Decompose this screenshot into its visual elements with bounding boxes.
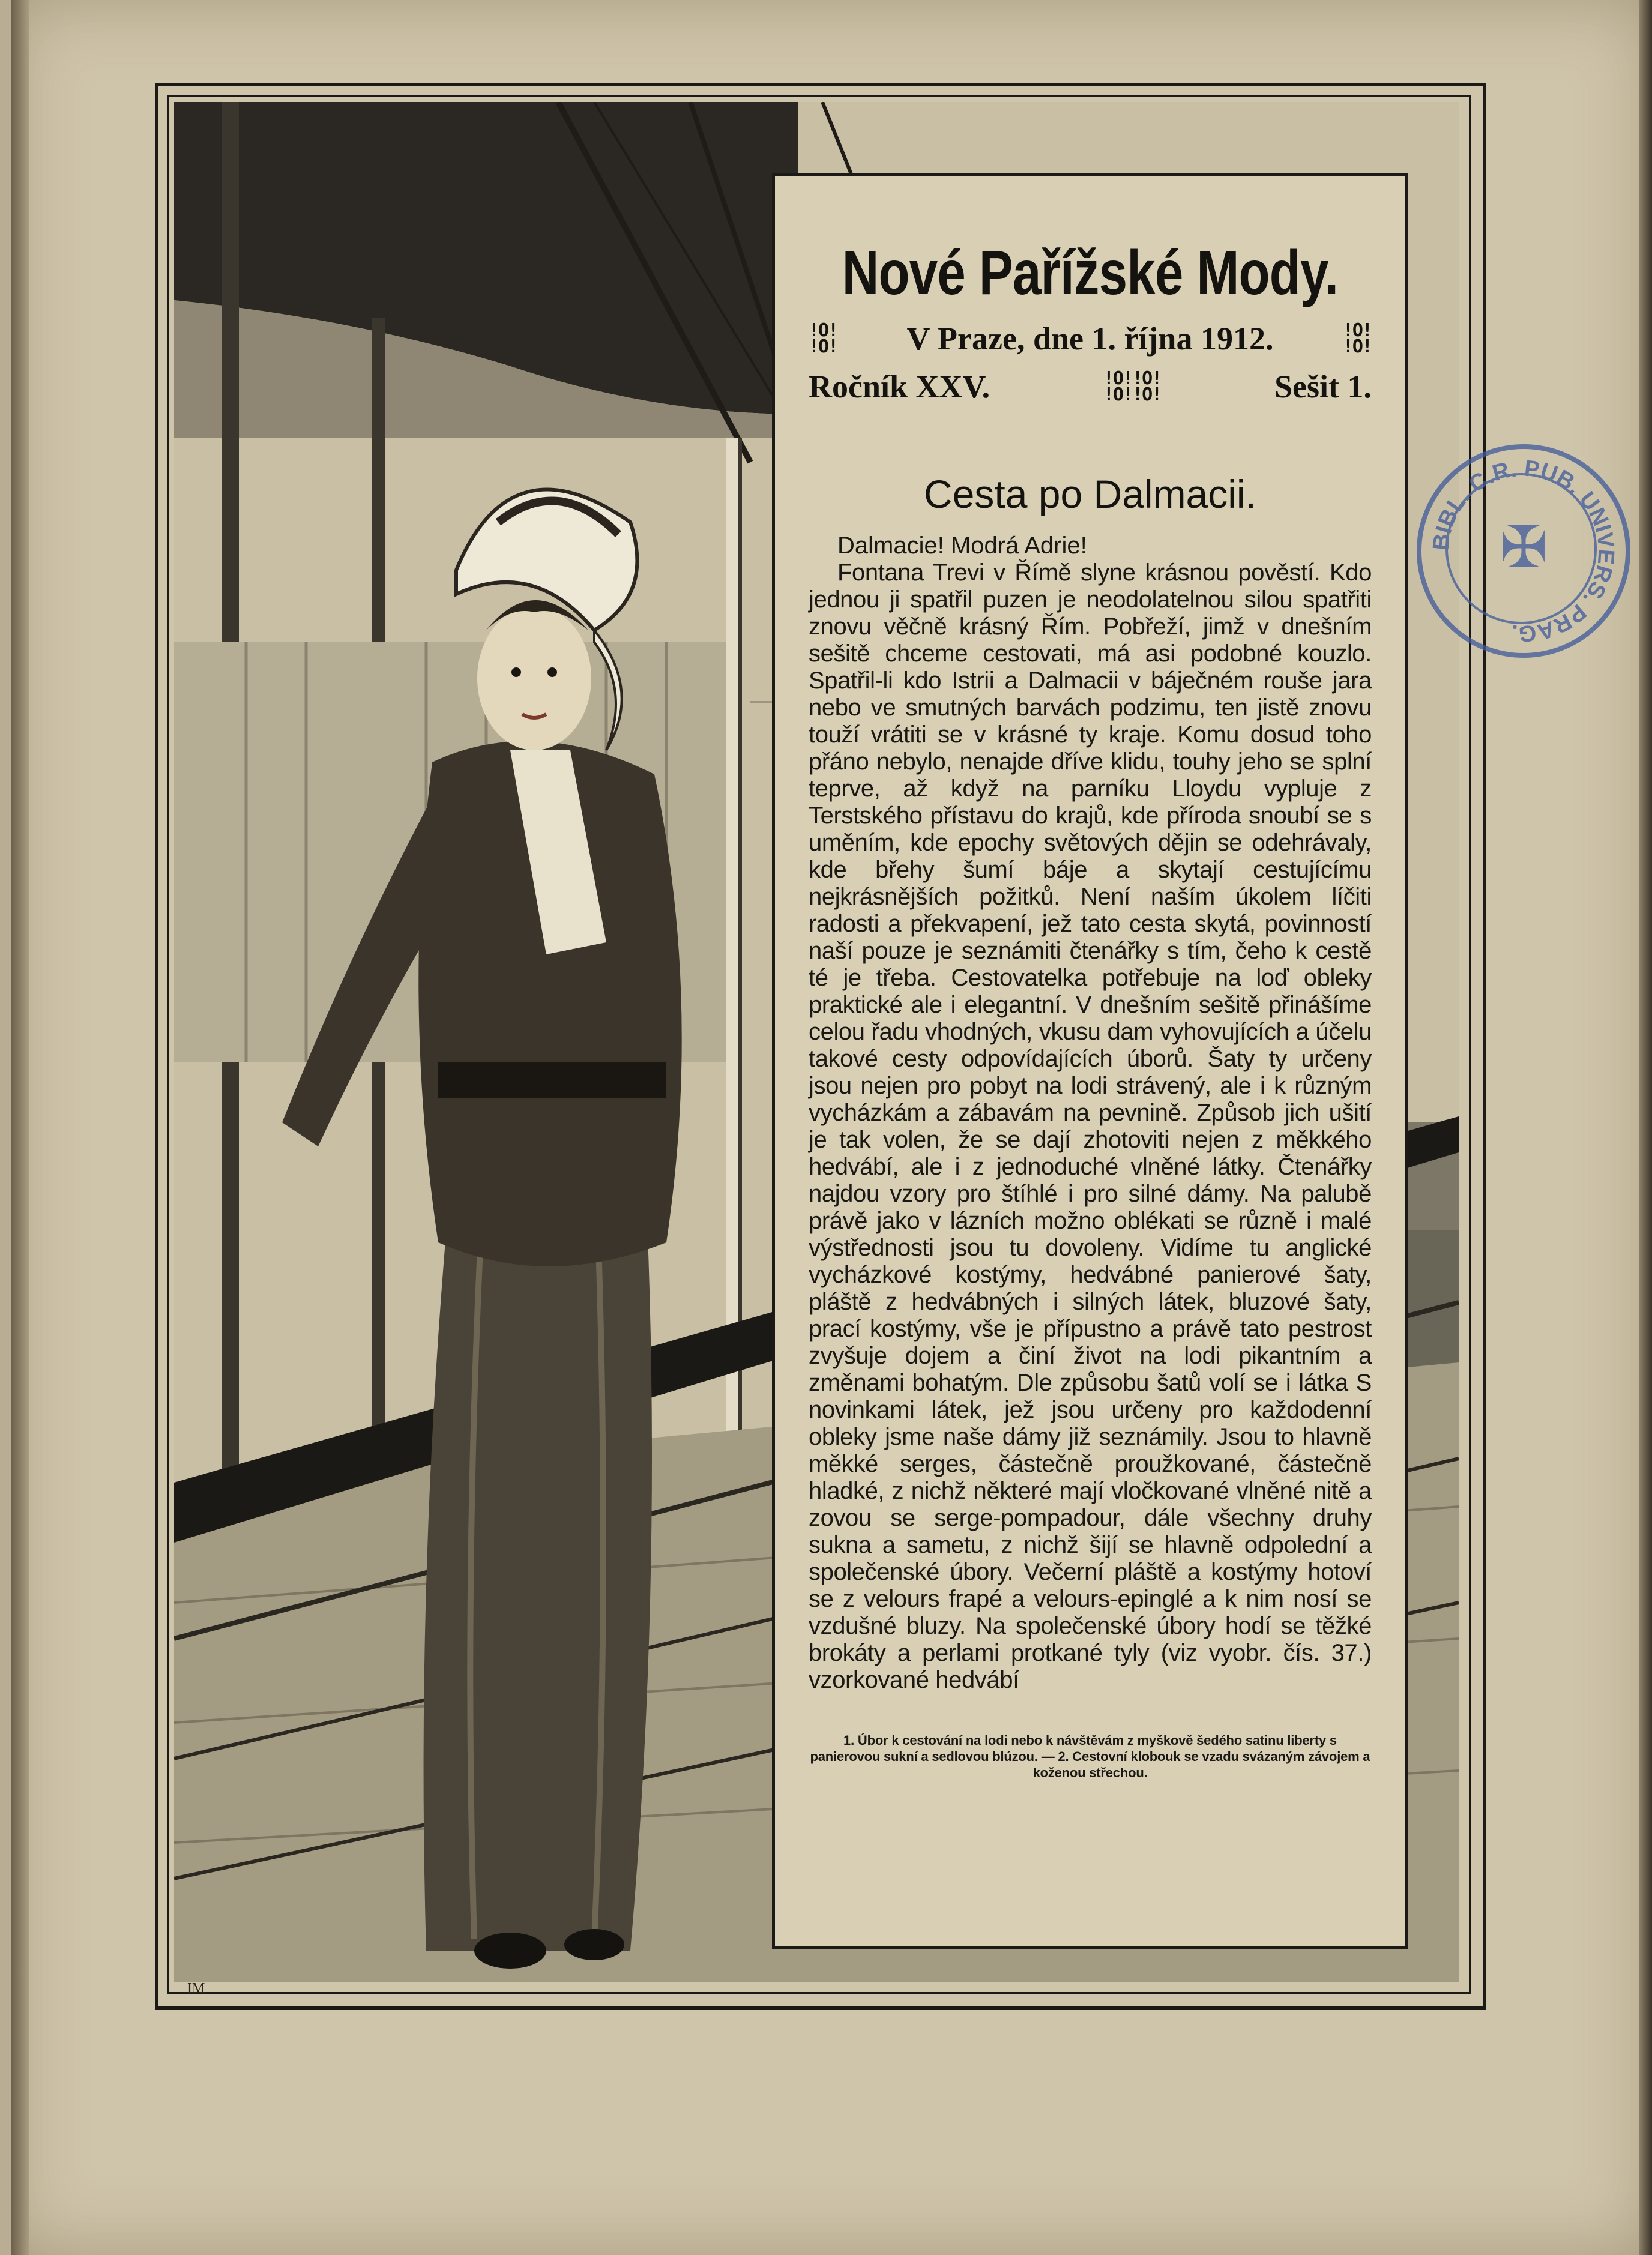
page-right-edge xyxy=(1639,0,1652,2255)
volume-label: Ročník XXV. xyxy=(809,369,990,405)
ornament-center: !O!!O! !O!!O! xyxy=(1103,368,1162,405)
figure-caption: 1. Úbor k cestování na lodi nebo k návštěvám z myškově šedého satinu liberty s panierovou sukní a sedlovou blúzou. — 2. Cestovní klobouk se vzadu svázaným závojem a koženou střechou. xyxy=(810,1733,1370,1780)
dateline-text: V Praze, dne 1. října 1912. xyxy=(906,321,1274,357)
issue-label: Sešit 1. xyxy=(1274,369,1372,405)
article-panel xyxy=(772,173,1408,1949)
ornament-left: !O! !O! xyxy=(809,320,838,357)
library-stamp xyxy=(1417,444,1630,658)
library-stamp-text xyxy=(1421,449,1626,653)
article-body: Fontana Trevi v Římě slyne krásnou pověstí. Kdo jednou ji spatřil puzen je neodolatelnou silou spatřiti znovu věčně krásný Řím. Pobřeží, jimž v dnešním sešitě chceme cestovati, má asi podobné kouzlo. Spatřil-li kdo Istrii a Dalmacii v báječném rouše jara nebo ve smutných barvách podzimu, ten jistě znovu touží vrátiti se v krásné ty kraje. Komu dosud toho přáno nebylo, nenajde dříve klidu, touhy jeho se splní teprve, až když na parníku Lloydu vypluje z Terstského přístavu do krajů, kde příroda snoubí se s uměním, kde epochy světových dějin se odehrávaly, kde břehy šumí báje a skytají cestujícímu nejkrásnějších požitků. Není naším úkolem líčiti radosti a překvapení, jež tato cesta skytá, povinností naší pouze je seznámiti čtenářky s tím, čeho k cestě té je třeba. Cestovatelka potřebuje na loď obleky praktické ale i elegantní. V dnešním sešitě přinášíme celou řadu vhodných, vkusu dam vyhovujících a účelu takové cesty odpovídajících úborů. Šaty ty určeny jsou nejen pro pobyt na lodi strávený, ale i k různým vycházkám a zábavám na pevnině. Způsob jich ušití je tak volen, že se dají zhotoviti nejen z měkkého hedvábí, ale i z jednoduché vlněné látky. Čtenářky najdou vzory pro štíhlé i pro silné dámy. Na palubě právě jako v lázních možno oblékati se různě i malé výstřednosti jsou tu dovoleny. Vidíme tu anglické vycházkové kostýmy, hedvábné panierové šaty, pláště z hedvábných i silných látek, bluzové šaty, prací kostýmy, vše je přípustno a právě tato pestrost zvyšuje dojem a činí život na lodi pikantním a změnami bohatým. Dle způsobu šatů volí se i látka S novinkami látek, jež jsou určeny pro každodenní obleky jsme naše dámy již seznámily. Jsou to hlavně měkké serges, částečně proužkované, částečně hladké, z nichž některé mají vločkované vlněné nitě a zovou se serge-pompadour, dále všechny druhy sukna a sametu, z nichž šijí se hlavně odpolední a společenské úbory. Večerní pláště a kostýmy hotoví se z velours frapé a velours-epinglé a k nim nosí se vzdušné bluzy. Na společenské úbory hodí se těžké brokáty a perlami protkané tyly (viz vyobr. čís. 37.) vzorkované hedvábí xyxy=(809,559,1372,1693)
masthead-title: Nové Pařížské Mody. xyxy=(842,238,1339,308)
volume-line xyxy=(809,368,1372,405)
binding-edge xyxy=(11,0,29,2255)
ornament-right: !O! !O! xyxy=(1342,320,1372,357)
dateline xyxy=(809,320,1372,357)
artist-monogram: IM xyxy=(187,1981,205,1996)
svg-text:BIBL. C.R. PUB. UNIVERS. PRAG.: BIBL. C.R. PUB. UNIVERS. PRAG. xyxy=(1428,456,1619,646)
article-lead: Dalmacie! Modrá Adrie! xyxy=(837,532,1087,559)
article-title: Cesta po Dalmacii. xyxy=(924,472,1256,516)
eagle-icon: ✠ xyxy=(1499,516,1548,580)
